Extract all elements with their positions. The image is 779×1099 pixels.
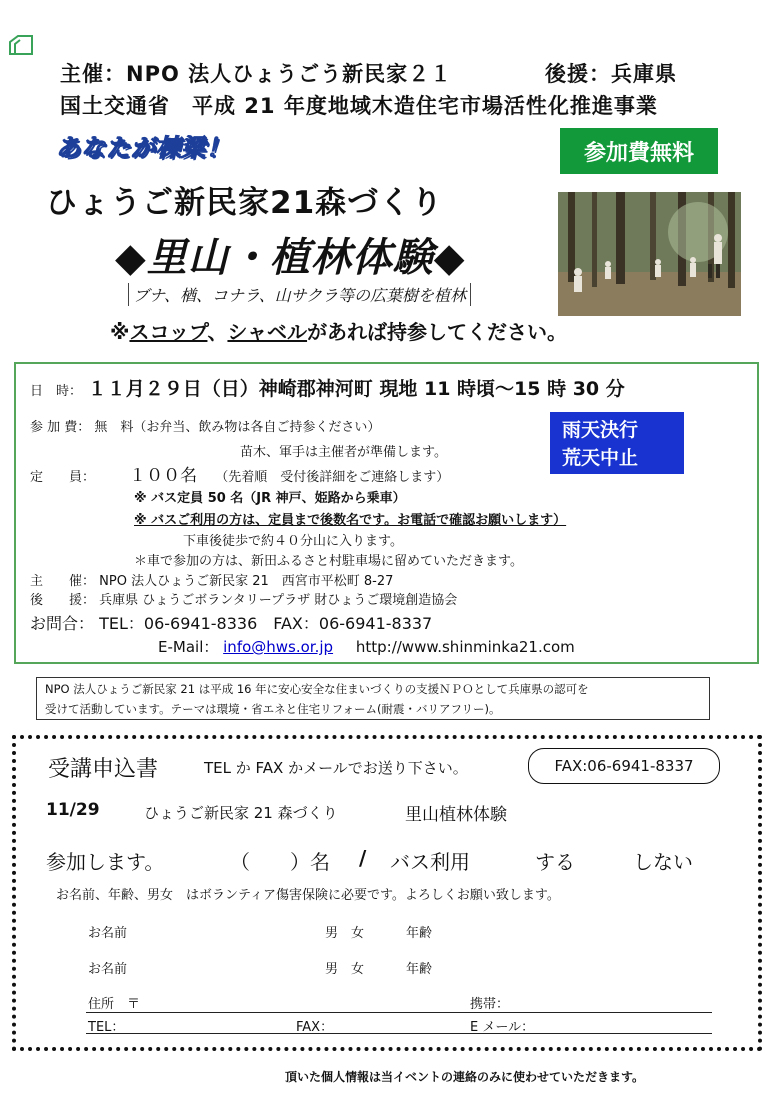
join-text: 参加します。 — [46, 850, 165, 874]
bus-capacity-note: ※ バス定員 50 名（JR 神戸、姫路から乗車） — [134, 491, 406, 506]
bus-no-option[interactable]: しない — [633, 850, 693, 874]
catchphrase: あなたが棟梁！ — [56, 134, 231, 162]
age-field-2[interactable]: 年齢 — [406, 962, 433, 977]
walk-note: 下車後徒歩で約４０分山に入ります。 — [183, 534, 403, 549]
organizer-text: 主催：NPO 法人ひょうごう新民家２１ — [60, 62, 453, 86]
tools-note: ※スコップ、シャベルがあれば持参してください。 — [110, 320, 568, 344]
website-text: http://www.shinminka21.com — [355, 638, 575, 656]
support-text: 後援：兵庫県 — [545, 62, 677, 86]
email-link[interactable]: info@hws.or.jp — [223, 638, 334, 656]
name-field-2[interactable]: お名前 — [88, 962, 128, 977]
email-row: E-Mail： info@hws.or.jp http://www.shinminka21.com — [158, 638, 575, 656]
title-line-1: ひょうご新民家21森づくり — [46, 185, 444, 221]
fax-field[interactable]: FAX： — [296, 1020, 334, 1035]
bus-remaining-note: ※ バスご利用の方は、定員まで後数名です。お電話で確認お願いします） — [134, 513, 567, 528]
address-underline — [86, 1012, 712, 1013]
corner-logo-icon — [8, 34, 34, 56]
fax-number-box: FAX:06-6941-8337 — [528, 748, 720, 784]
form-event-date: 11/29 — [46, 800, 100, 820]
slash-separator: / — [359, 846, 367, 870]
gender-field-2[interactable]: 男 女 — [325, 962, 365, 977]
gender-field-1[interactable]: 男 女 — [325, 926, 365, 941]
capacity-row: 定 員： １００名 （先着順 受付後詳細をご連絡します） — [30, 466, 450, 486]
address-field[interactable]: 住所 〒 — [88, 997, 141, 1012]
contact-underline — [86, 1033, 712, 1034]
form-instruction: TEL か FAX かメールでお送り下さい。 — [204, 759, 468, 777]
insurance-note: お名前、年齢、男女 はボランティア傷害保険に必要です。よろしくお願い致します。 — [56, 888, 560, 903]
form-event-org: ひょうご新民家 21 森づくり — [144, 804, 338, 822]
rain-notice: 雨天決行 荒天中止 — [550, 412, 684, 474]
fee-note: 苗木、軍手は主催者が準備します。 — [240, 445, 447, 460]
participant-count-field[interactable]: （ ）名 — [230, 850, 330, 874]
support-row: 後 援： 兵庫県 ひょうごボランタリープラザ 財ひょうご環境創造協会 — [30, 593, 458, 608]
title-line-2: ◆里山・植林体験◆ — [115, 235, 466, 281]
tel-field[interactable]: TEL： — [88, 1020, 125, 1035]
form-title: 受講申込書 — [48, 757, 159, 782]
host-row: 主 催： NPO 法人ひょうご新民家 21 西宮市平松町 8-27 — [30, 574, 394, 589]
email-field[interactable]: E メール： — [470, 1020, 535, 1035]
contact-row: お問合： TEL：06-6941-8336 FAX：06-6941-8337 — [30, 614, 433, 633]
date-row: 日 時： １１月２９日（日）神崎郡神河町 現地 11 時頃～15 時 30 分 — [30, 378, 625, 400]
species-note: ブナ、楢、コナラ、山サクラ等の広葉樹を植林 — [128, 283, 471, 306]
form-event-name: 里山植林体験 — [405, 805, 507, 825]
privacy-note: 頂いた個人情報は当イベントの連絡のみに使わせていただきます。 — [285, 1070, 645, 1084]
forest-photo — [558, 192, 741, 316]
fee-row: 参 加 費： 無 料（お弁当、飲み物は各自ご持参ください） — [30, 420, 381, 435]
name-field-1[interactable]: お名前 — [88, 926, 128, 941]
ministry-text: 国土交通省 平成 21 年度地域木造住宅市場活性化推進事業 — [60, 94, 658, 118]
bus-use-label: バス利用 — [390, 850, 470, 874]
free-participation-badge: 参加費無料 — [560, 128, 718, 174]
age-field-1[interactable]: 年齢 — [406, 926, 433, 941]
bus-yes-option[interactable]: する — [535, 850, 575, 874]
npo-description: NPO 法人ひょうご新民家 21 は平成 16 年に安心安全な住まいづくりの支援ＮＰＯとして兵庫県の認可を 受けて活動しています。テーマは環境・省エネと住宅リフォーム(耐震・バリアフリー)。 — [36, 677, 710, 720]
mobile-field[interactable]: 携帯： — [470, 997, 510, 1012]
car-note: ＊車で参加の方は、新田ふるさと村駐車場に留めていただきます。 — [134, 554, 523, 569]
